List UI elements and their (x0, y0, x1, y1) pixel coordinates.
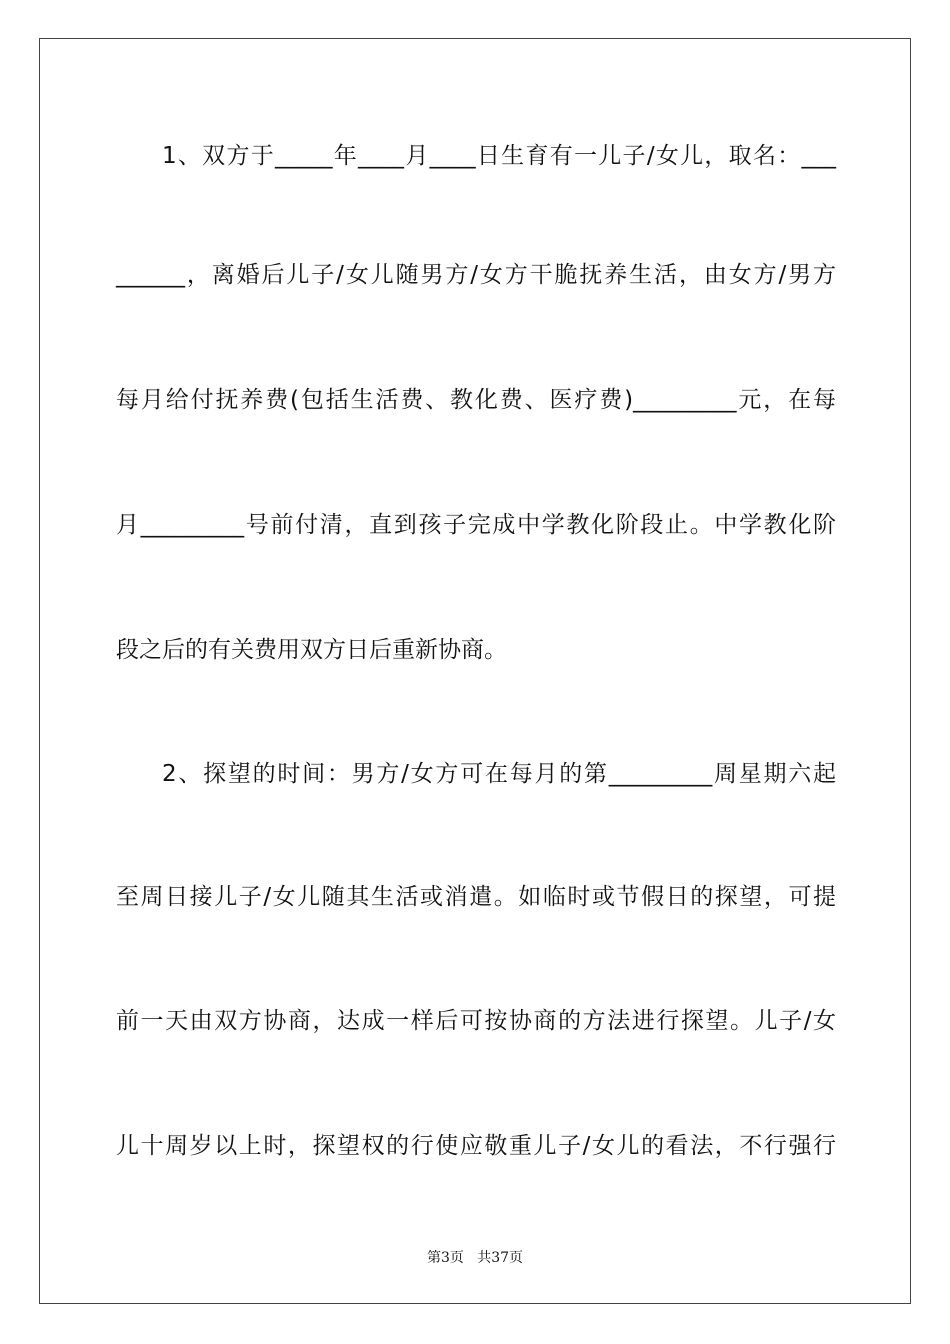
text-line: 至周日接儿子/女儿随其生活或消遣。如临时或节假日的探望，可提 (116, 884, 836, 910)
text-line: ______，离婚后儿子/女儿随男方/女方干脆抚养生活，由女方/男方 (116, 262, 836, 288)
text-line: 每月给付抚养费(包括生活费、教化费、医疗费)_________元，在每 (116, 387, 836, 413)
text-line: 月_________号前付清，直到孩子完成中学教化阶段止。中学教化阶 (116, 512, 836, 538)
text-line: 1、双方于_____年____月____日生育有一儿子/女儿，取名：___ (162, 143, 836, 169)
page-frame (39, 38, 911, 1304)
text-line: 前一天由双方协商，达成一样后可按协商的方法进行探望。儿子/女 (116, 1008, 836, 1034)
text-line: 2、探望的时间：男方/女方可在每月的第_________周星期六起 (162, 761, 836, 787)
page-number: 第3页 共37页 (426, 1250, 524, 1266)
text-line: 儿十周岁以上时，探望权的行使应敬重儿子/女儿的看法，不行强行 (116, 1133, 836, 1159)
text-line: 段之后的有关费用双方日后重新协商。 (116, 637, 507, 663)
